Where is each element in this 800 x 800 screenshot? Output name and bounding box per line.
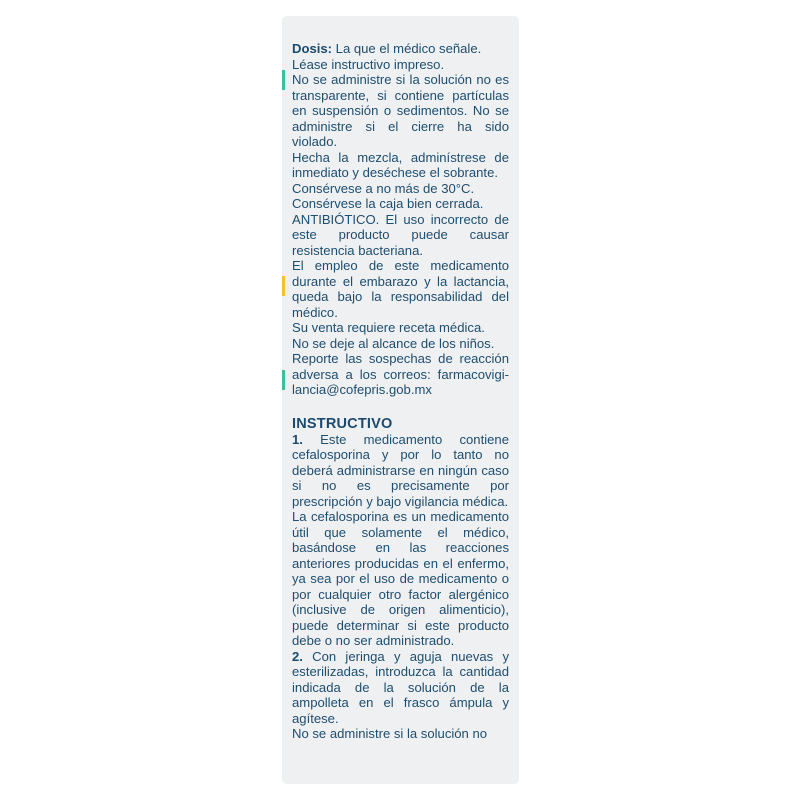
storage-box: Consérvese la caja bien cerrada. (292, 196, 484, 211)
yellow-margin-mark (282, 276, 285, 296)
children-warning: No se deje al alcance de los niños. (292, 335, 495, 351)
label-panel (282, 16, 519, 784)
dosis-line (292, 41, 509, 57)
antibiotic-warning: ANTIBIÓTICO. El uso incorrecto de este producto puede causar resistencia bacteriana. (292, 211, 509, 258)
prescription-note: Su venta requiere receta médica. (292, 320, 485, 335)
label-text (292, 41, 509, 742)
instructivo-heading: INSTRUCTIVO (292, 415, 393, 432)
storage-temp: Consérvese a no más de 30°C. (292, 180, 475, 196)
dosis-text: La que el médico señale. (332, 41, 482, 56)
step-1-text: Este medicamento contiene cefalosporina y por lo tanto no deberá administrarse en ningún caso si no es precisamente por prescripción y bajo vigilancia médica. (292, 431, 509, 509)
step-1-number: 1. (292, 431, 303, 447)
report-reactions: Reporte las sospechas de reacción adversa a los correos: farmacovigi-lancia@cofepris.gob.mx (292, 351, 509, 397)
final-warning: No se administre si la solución no (292, 726, 488, 741)
pregnancy-warning: El empleo de este medicamento durante el embarazo y la lactancia, queda bajo la responsabilidad del médico. (292, 258, 509, 320)
dosis-label: Dosis: (292, 41, 333, 56)
teal-margin-mark-bottom (282, 370, 285, 390)
mixing-instructions: Hecha la mezcla, adminístrese de inmediato y deséchese el sobrante. (292, 149, 509, 180)
cephalosporin-info: La cefalosporina es un medicamento útil que solamente el médico, basándose en las reacciones anteriores producidas en el enfermo, ya sea por el uso de medicamento o por cualquier otro factor alergénico (inclusive de origen alimenticio), puede determinar si este producto debe o no ser administrado. (292, 509, 509, 648)
warning-transparency: No se administre si la solución no es transparente, si contiene partículas en suspensión o sedimentos. No se administre si el cierre ha sido violado. (292, 72, 509, 149)
step-2-text: Con jeringa y aguja nuevas y esterilizadas, introduzca la cantidad indicada de la solución de la ampolleta en el frasco ámpula y agítese. (292, 648, 509, 726)
step-2-number: 2. (292, 648, 303, 664)
teal-margin-mark-top (282, 70, 285, 90)
read-instructions: Léase instructivo impreso. (292, 56, 445, 72)
step-1 (292, 432, 509, 510)
step-2 (292, 649, 509, 727)
